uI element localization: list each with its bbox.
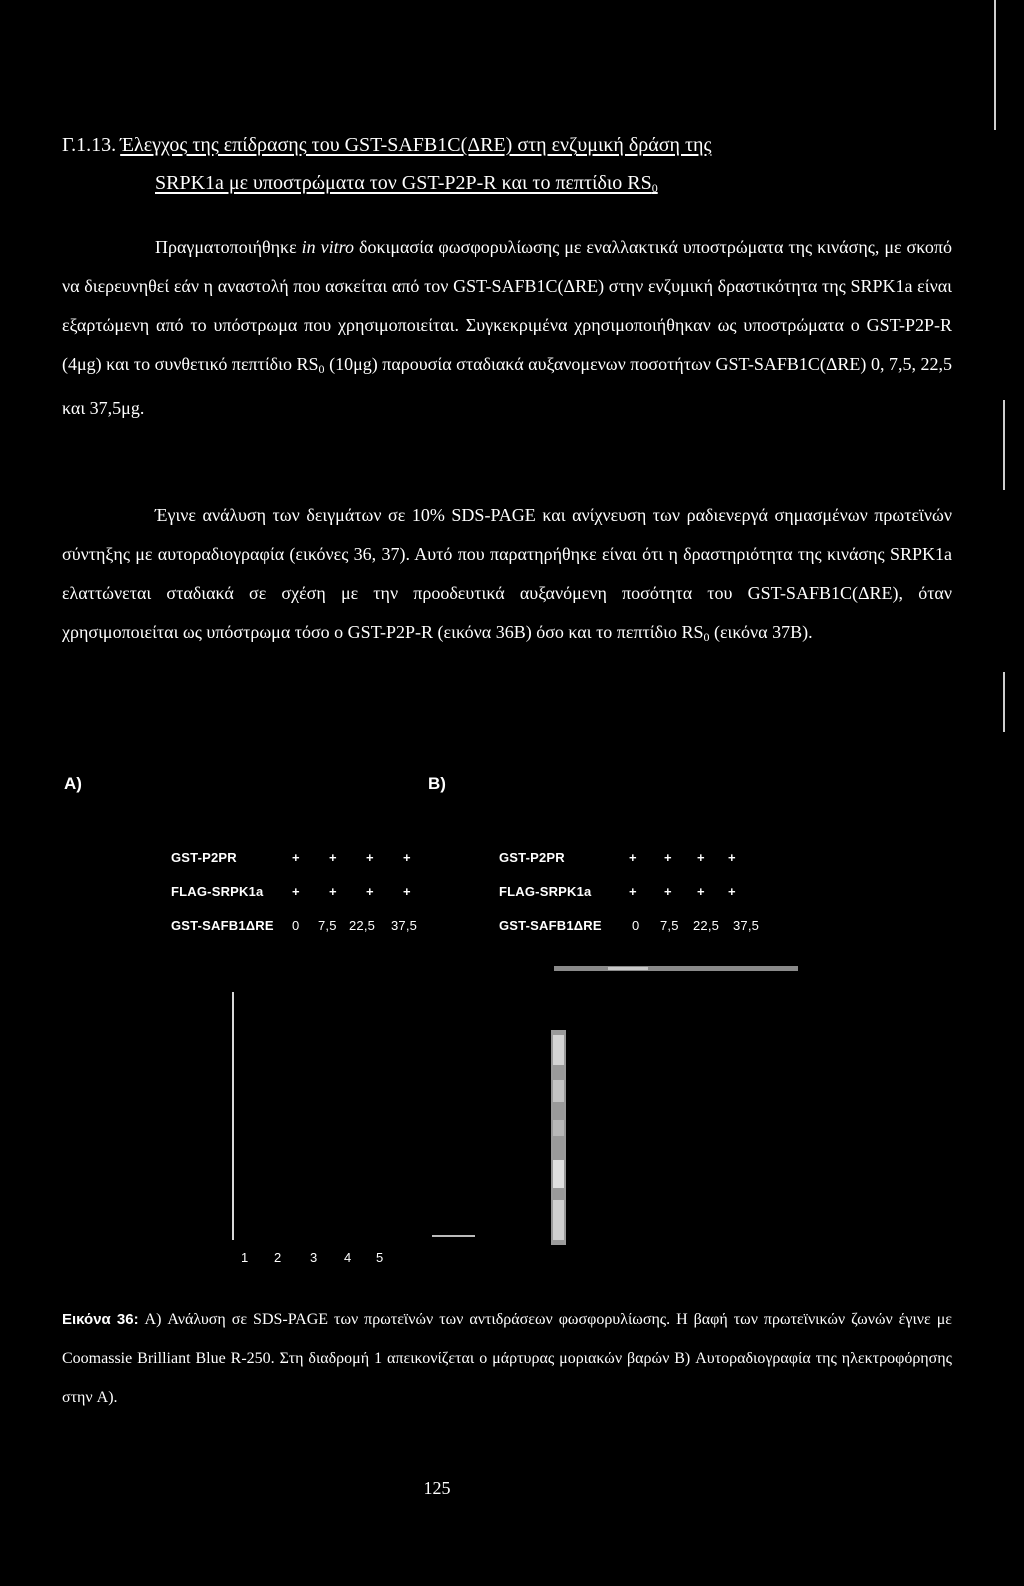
panel-a-row-flag-srpk1a: FLAG-SRPK1a + + + + <box>171 884 411 899</box>
panel-b-row-gst-p2pr: GST-P2PR + + + + <box>499 850 736 865</box>
paragraph-1: Πραγματοποιήθηκε in vitro δοκιμασία φωσφορυλίωσης με εναλλακτικά υποστρώματα της κινάσης, με σκοπό να διερευνηθεί εάν η αναστολή που ασκείται από τον GST-SAFB1C(ΔRE) στην ενζυμική δραστικότητα της SRPK1a είναι εξαρτώμενη από το υπόστρωμα που χρησιμοποιείται. Συγκεκριμένα χρησιμοποιήθηκαν ως υποστρώματα ο GST-P2P-R (4μg) και το συνθετικό πεπτίδιο $RS_0$ (10μg) παρουσία σταδιακά αυξανομενων ποσοτήτων GST-SAFB1C(ΔRE) 0, 7,5, 22,5 και 37,5μg. <box>62 237 952 418</box>
gel-b-top-band-highlight <box>608 967 648 970</box>
gel-b-band <box>553 1035 564 1065</box>
page-number: 125 <box>423 1478 451 1498</box>
paragraph-2: Έγινε ανάλυση των δειγμάτων σε 10% SDS-PAGE και ανίχνευση των ραδιενεργά σημασμένων πρωτεϊνών σύντηξης με αυτοραδιογραφία (εικόνες 36, 37). Αυτό που παρατηρήθηκε είναι ότι η δραστηριότητα της κινάσης SRPK1a ελαττώνεται σταδιακά σε σχέση με την προοδευτικά αυξανόμενη ποσότητα του GST-SAFB1C(ΔRE), όταν χρησιμοποιείται ως υπόστρωμα τόσο ο GST-P2P-R (εικόνα 36B) όσο και το πεπτίδιο $RS_0$ (εικόνα 37B). <box>62 505 952 644</box>
unused-svg <box>900 0 901 1</box>
panel-a-label: A) <box>64 774 82 793</box>
caption-label: Εικόνα 36: <box>62 1311 139 1328</box>
scan-edge-mark <box>994 0 996 130</box>
scan-edge-mark <box>1003 400 1005 490</box>
gel-a-marks <box>230 990 480 1250</box>
scan-edge-mark <box>1003 672 1005 732</box>
section-title-line2: SRPK1a με υποστρώματα τον GST-P2P-R και το πεπτίδιο $RS_0$ <box>155 172 658 195</box>
panel-b-label: B) <box>428 774 446 793</box>
gel-b-marks <box>548 960 798 1260</box>
section-title-line1: Έλεγχος της επίδρασης του GST-SAFB1C(ΔRE) στη ενζυμική δράση της <box>120 134 712 156</box>
gel-b-top-band <box>554 966 798 971</box>
gel-b-band <box>553 1200 564 1240</box>
panel-a-row-gst-p2pr: GST-P2PR + + + + <box>171 850 411 865</box>
gel-b-band <box>553 1080 564 1102</box>
lane-numbers: 1 2 3 4 5 <box>241 1250 384 1265</box>
gel-b-image <box>548 960 798 1260</box>
gel-a-image <box>230 990 480 1250</box>
panel-b-row-flag-srpk1a: FLAG-SRPK1a + + + + <box>499 884 736 899</box>
gel-b-band <box>553 1160 564 1188</box>
body-text-block-1 <box>62 228 952 428</box>
section-heading <box>62 126 962 207</box>
gel-b-band <box>553 1120 564 1136</box>
caption-text: A) Ανάλυση σε SDS-PAGE των πρωτεϊνών των αντιδράσεων φωσφορυλίωσης. Η βαφή των πρωτεϊνικών ζωνών έγινε με Coomassie Brilliant Blue R-250. Στη διαδρομή 1 απεικονίζεται ο μάρτυρας μοριακών βαρών B) Αυτοραδιογραφία της ηλεκτροφόρησης στην A). <box>62 1311 952 1406</box>
body-text-block-2 <box>62 496 952 657</box>
figure-caption <box>62 1300 952 1417</box>
panel-a-row-gst-safb1dre: GST-SAFB1ΔRE 0 7,5 22,5 37,5 <box>171 918 418 933</box>
panel-b-row-gst-safb1dre: GST-SAFB1ΔRE 0 7,5 22,5 37,5 <box>499 918 760 933</box>
section-number: Γ.1.13. <box>62 134 117 156</box>
